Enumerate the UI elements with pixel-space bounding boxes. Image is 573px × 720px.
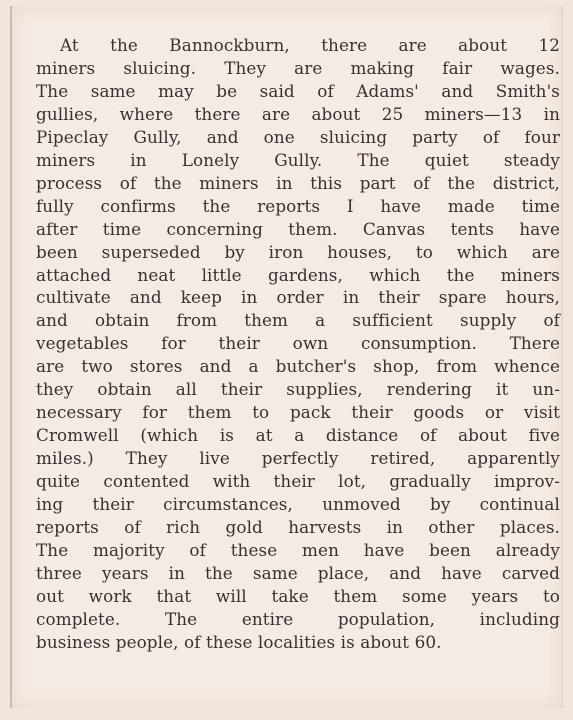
article-line: complete. The entire population, including	[36, 608, 560, 629]
article-line: after time concerning them. Canvas tents have	[36, 218, 560, 239]
article-line: are two stores and a butcher's shop, from whence	[36, 356, 560, 377]
article-line: vegetables for their own consumption. There	[36, 333, 560, 354]
newspaper-clipping	[10, 6, 563, 708]
article-line: reports of rich gold harvests in other places.	[36, 517, 560, 538]
article-line: ing their circumstances, unmoved by continual	[36, 494, 560, 515]
article-line: process of the miners in this part of the district,	[36, 172, 560, 193]
article-line: necessary for them to pack their goods or visit	[36, 402, 560, 423]
article-line: cultivate and keep in order in their spare hours,	[36, 287, 560, 308]
article-line: fully confirms the reports I have made time	[36, 195, 560, 216]
article-paragraph	[36, 34, 560, 654]
article-line: quite contented with their lot, gradually improv-	[36, 471, 560, 492]
article-line: The same may be said of Adams' and Smith's	[36, 80, 560, 101]
article-line: attached neat little gardens, which the miners	[36, 264, 560, 285]
article-line-last: business people, of these localities is about 60.	[36, 631, 442, 652]
article-line: At the Bannockburn, there are about 12	[60, 35, 560, 55]
article-line: three years in the same place, and have carved	[36, 562, 560, 583]
article-line: gullies, where there are about 25 miners—13 in	[36, 103, 560, 124]
article-line: Pipeclay Gully, and one sluicing party of four	[36, 126, 560, 147]
article-line: been superseded by iron houses, to which are	[36, 241, 560, 262]
article-line: and obtain from them a sufficient supply of	[36, 310, 560, 331]
article-line: out work that will take them some years to	[36, 585, 560, 606]
article-line: miners sluicing. They are making fair wages.	[36, 57, 560, 78]
article-line: The majority of these men have been already	[36, 539, 560, 560]
article-line: they obtain all their supplies, rendering it un-	[36, 379, 560, 400]
article-line: Cromwell (which is at a distance of about five	[36, 425, 560, 446]
article-line: miners in Lonely Gully. The quiet steady	[36, 149, 560, 170]
article-line: miles.) They live perfectly retired, apparently	[36, 448, 560, 469]
